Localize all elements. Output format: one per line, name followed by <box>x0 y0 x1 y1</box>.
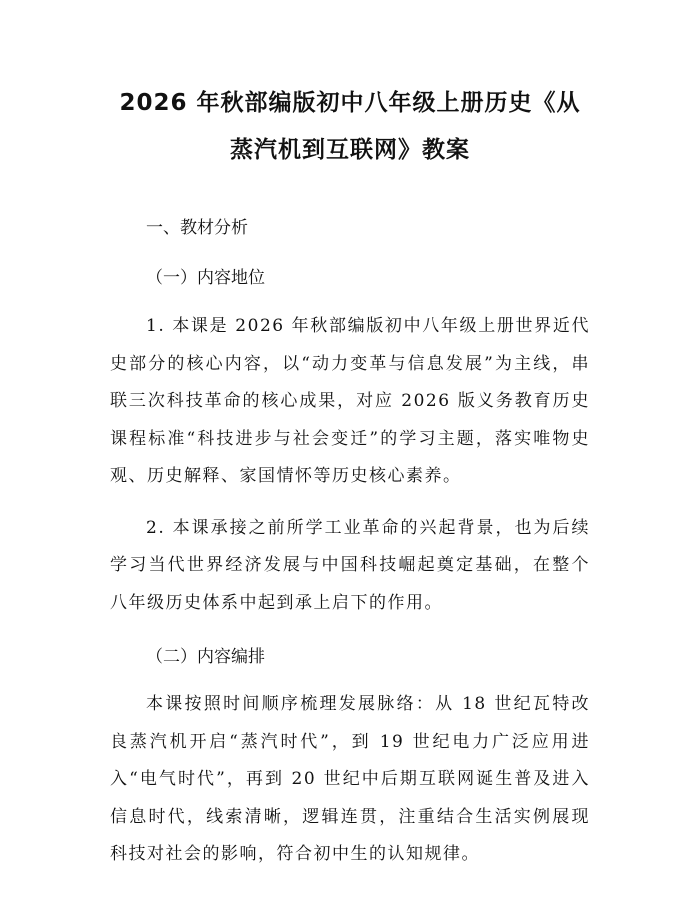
paragraph-content-arrangement: 本课按照时间顺序梳理发展脉络：从 18 世纪瓦特改良蒸汽机开启“蒸汽时代”，到 19 世纪电力广泛应用进入“电气时代”，再到 20 世纪中后期互联网诞生普及进入信息时代，线索清晰，逻辑连贯，注重结合生活实例展现科技对社会的影响，符合初中生的认知规律。 <box>110 694 590 864</box>
paragraph-content-position-2: 2. 本课承接之前所学工业革命的兴起背景，也为后续学习当代世界经济发展与中国科技崛起奠定基础，在整个八年级历史体系中起到承上启下的作用。 <box>110 517 590 613</box>
subsection-heading-content-arrangement: （二）内容编排 <box>146 647 265 667</box>
subsection-heading-content-position: （一）内容地位 <box>146 268 265 288</box>
paragraph-content-position-1: 1. 本课是 2026 年秋部编版初中八年级上册世界近代史部分的核心内容，以“动力变革与信息发展”为主线，串联三次科技革命的核心成果，对应 2026 版义务教育历史课程标准“科技进步与社会变迁”的学习主题，落实唯物史观、历史解释、家国情怀等历史核心素养。 <box>110 316 590 486</box>
section-heading-textbook-analysis: 一、教材分析 <box>146 218 248 238</box>
document-title: 2026 年秋部编版初中八年级上册历史《从蒸汽机到互联网》教案 <box>119 90 581 163</box>
